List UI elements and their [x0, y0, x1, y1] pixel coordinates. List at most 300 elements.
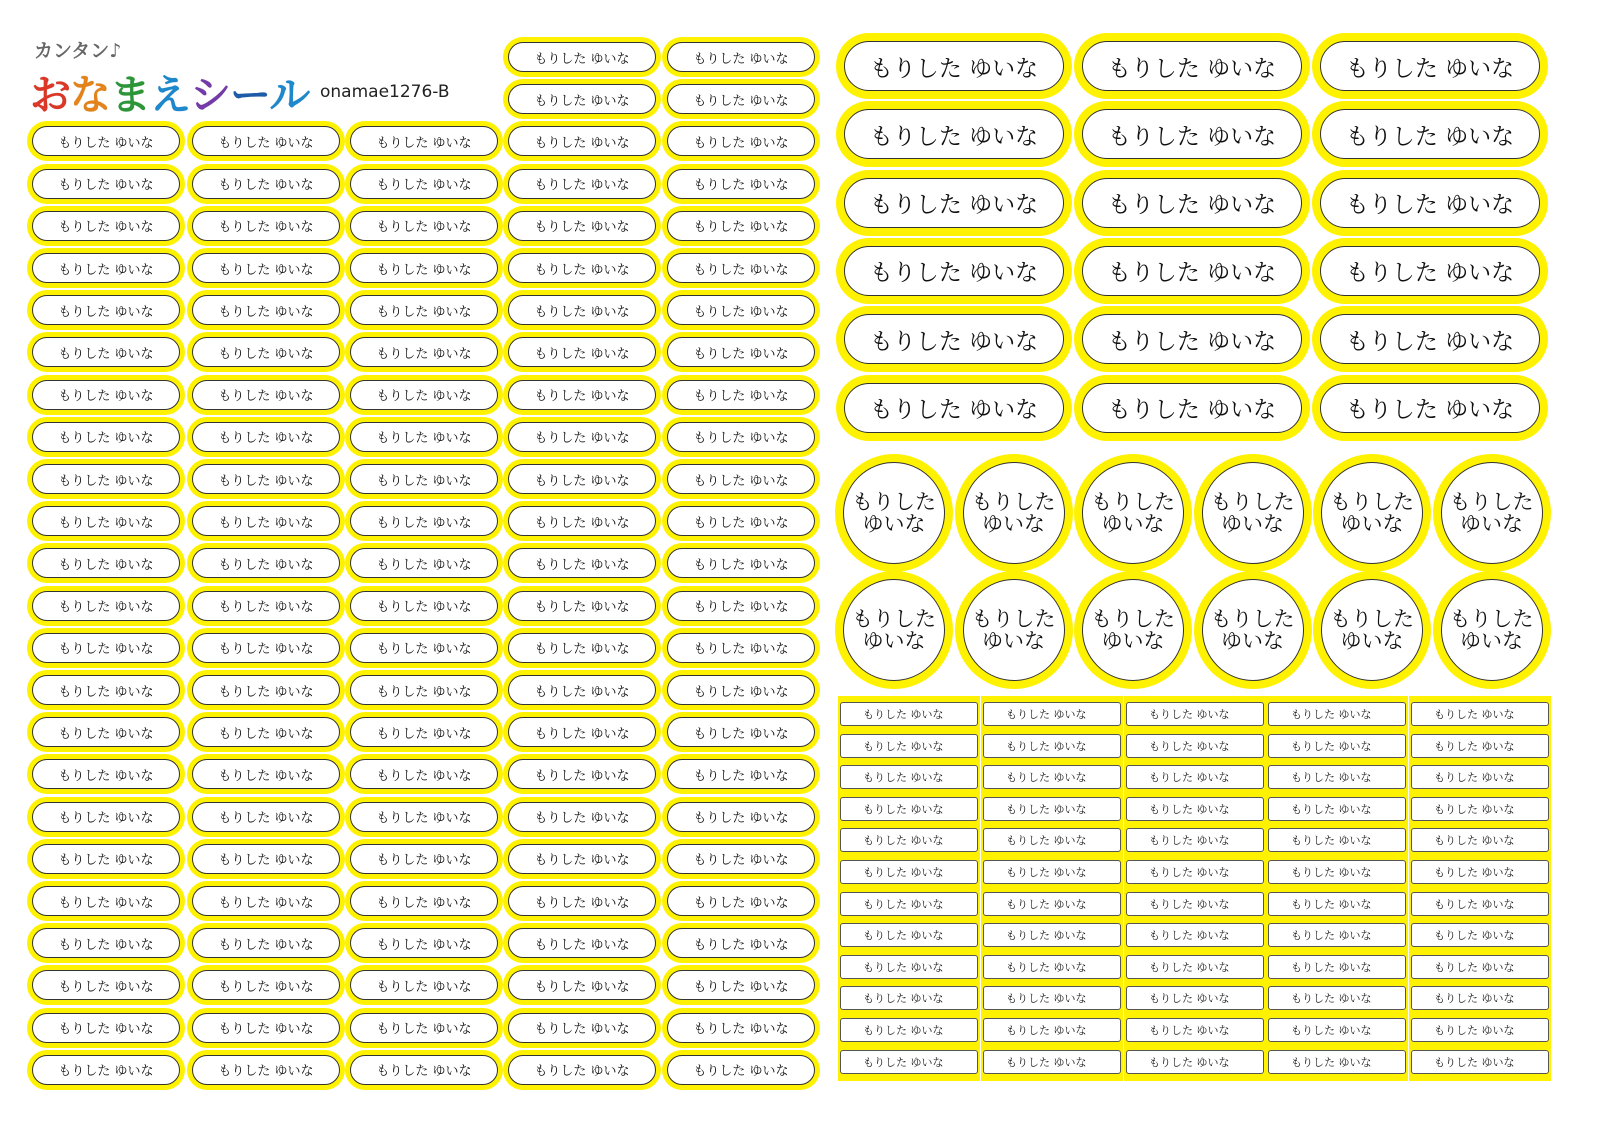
- label-frame: [667, 422, 815, 452]
- name-label-small: [187, 459, 345, 499]
- label-frame: [667, 295, 815, 325]
- label-frame: [508, 928, 656, 958]
- label-name-line1: もりした: [1449, 490, 1534, 514]
- name-label-tape: [1126, 797, 1264, 821]
- label-name: もりした ゆいな: [1107, 123, 1277, 150]
- name-label-large: [836, 238, 1072, 304]
- name-label-small: [662, 375, 820, 415]
- name-label-small: [27, 164, 185, 204]
- label-frame: [508, 380, 656, 410]
- name-label-small: [345, 1008, 503, 1048]
- name-label-small: [27, 501, 185, 541]
- label-frame: [667, 970, 815, 1000]
- label-name: もりした ゆいな: [58, 600, 154, 616]
- label-name: もりした ゆいな: [693, 1022, 789, 1038]
- label-name: もりした ゆいな: [218, 178, 314, 194]
- label-name: もりした ゆいな: [869, 397, 1039, 423]
- name-label-large: [1312, 170, 1548, 236]
- label-name: もりした ゆいな: [1434, 929, 1515, 943]
- name-label-large: [836, 375, 1072, 441]
- label-frame: [192, 1013, 340, 1043]
- label-name: もりした ゆいな: [693, 642, 789, 658]
- label-name: もりした ゆいな: [1149, 960, 1230, 974]
- label-frame: [508, 970, 656, 1000]
- name-label-large: [1074, 375, 1310, 441]
- name-label-small: [27, 670, 185, 710]
- label-name-line1: もりした: [1091, 490, 1175, 514]
- name-label-large: [1074, 238, 1310, 304]
- label-frame: [1320, 178, 1540, 228]
- label-frame: [508, 548, 656, 578]
- label-name: もりした ゆいな: [58, 979, 154, 995]
- label-frame: [667, 1013, 815, 1043]
- name-label-large: [1312, 101, 1548, 167]
- name-label-small: [27, 754, 185, 794]
- label-name-line2: ゆいな: [1340, 629, 1404, 653]
- label-name: もりした ゆいな: [1149, 771, 1230, 785]
- name-label-small: [662, 164, 820, 204]
- label-frame: [963, 579, 1065, 681]
- label-name: もりした ゆいな: [869, 55, 1039, 82]
- name-label-tape: [1268, 765, 1406, 789]
- name-label-small: [662, 1008, 820, 1048]
- label-frame: [32, 337, 180, 367]
- label-name-line1: もりした: [1210, 490, 1295, 514]
- label-name: もりした ゆいな: [534, 346, 630, 362]
- label-frame: [350, 802, 498, 832]
- label-name-line1: もりした: [852, 490, 936, 514]
- label-name: もりした ゆいな: [1434, 1055, 1515, 1069]
- name-label-small: [27, 543, 185, 583]
- name-label-small: [187, 839, 345, 879]
- label-name: もりした ゆいな: [376, 768, 472, 784]
- label-frame: [844, 314, 1064, 364]
- label-frame: [508, 506, 656, 536]
- label-name-line1: もりした: [1330, 607, 1414, 631]
- name-label-small: [187, 586, 345, 626]
- label-name-line2: ゆいな: [862, 512, 926, 536]
- label-name: もりした ゆいな: [863, 802, 944, 816]
- name-label-tape: [1411, 955, 1549, 979]
- label-name: もりした ゆいな: [693, 853, 789, 869]
- label-frame: [508, 1055, 656, 1085]
- name-label-small: [345, 332, 503, 372]
- label-frame: [1082, 178, 1302, 228]
- product-code: onamae1276-B: [320, 82, 450, 102]
- name-label-small: [27, 586, 185, 626]
- label-name: もりした ゆいな: [1149, 897, 1230, 911]
- label-name: もりした ゆいな: [693, 1064, 789, 1080]
- name-label-small: [27, 628, 185, 668]
- label-name: もりした ゆいな: [869, 260, 1039, 287]
- label-frame: [192, 253, 340, 283]
- name-label-large: [1074, 101, 1310, 167]
- name-label-small: [187, 206, 345, 246]
- label-name: もりした ゆいな: [1345, 55, 1515, 82]
- label-name-line2: ゆいな: [1460, 629, 1523, 653]
- name-label-small: [503, 206, 661, 246]
- label-name: もりした ゆいな: [693, 768, 789, 784]
- name-label-large: [1074, 170, 1310, 236]
- name-label-small: [503, 712, 661, 752]
- name-label-small: [187, 881, 345, 921]
- name-label-small: [503, 37, 661, 77]
- name-label-tape: [983, 923, 1121, 947]
- label-name: もりした ゆいな: [376, 262, 472, 278]
- label-frame: [192, 1055, 340, 1085]
- label-frame: [508, 802, 656, 832]
- name-label-tape: [983, 955, 1121, 979]
- label-frame: [32, 126, 180, 156]
- name-label-small: [27, 248, 185, 288]
- label-frame: [1082, 109, 1302, 159]
- name-label-small: [187, 121, 345, 161]
- label-frame: [1441, 579, 1543, 681]
- name-label-tape: [1268, 1018, 1406, 1042]
- name-label-small: [503, 248, 661, 288]
- label-name: もりした ゆいな: [218, 1022, 314, 1038]
- name-label-small: [345, 121, 503, 161]
- name-label-circle: [835, 454, 953, 572]
- label-frame: [350, 970, 498, 1000]
- label-name: もりした ゆいな: [693, 220, 789, 236]
- label-name: もりした ゆいな: [1149, 929, 1230, 943]
- label-name: もりした ゆいな: [1107, 397, 1277, 423]
- label-frame: [667, 717, 815, 747]
- name-label-small: [345, 839, 503, 879]
- name-label-tape: [1268, 828, 1406, 852]
- label-name: もりした ゆいな: [376, 389, 472, 405]
- label-name: もりした ゆいな: [1006, 708, 1087, 721]
- label-frame: [192, 126, 340, 156]
- label-frame: [508, 886, 656, 916]
- logo-title-char: え: [150, 71, 190, 119]
- name-label-small: [345, 501, 503, 541]
- label-frame: [667, 802, 815, 832]
- label-frame: [508, 84, 656, 114]
- label-frame: [667, 844, 815, 874]
- label-name: もりした ゆいな: [534, 1022, 630, 1038]
- label-name: もりした ゆいな: [1006, 771, 1087, 785]
- label-name: もりした ゆいな: [534, 1064, 630, 1080]
- label-name: もりした ゆいな: [1149, 992, 1230, 1006]
- name-label-small: [27, 375, 185, 415]
- label-frame: [192, 548, 340, 578]
- label-name: もりした ゆいな: [376, 304, 472, 320]
- name-label-small: [187, 375, 345, 415]
- label-frame: [32, 253, 180, 283]
- label-name: もりした ゆいな: [534, 811, 630, 827]
- label-frame: [844, 41, 1064, 91]
- label-frame: [667, 548, 815, 578]
- label-name: もりした ゆいな: [863, 708, 944, 721]
- label-frame: [350, 126, 498, 156]
- name-label-small: [27, 121, 185, 161]
- label-name: もりした ゆいな: [693, 600, 789, 616]
- name-label-small: [503, 1008, 661, 1048]
- label-frame: [1441, 462, 1543, 564]
- label-frame: [508, 1013, 656, 1043]
- name-label-small: [662, 459, 820, 499]
- label-name: もりした ゆいな: [376, 473, 472, 489]
- name-label-small: [503, 543, 661, 583]
- name-label-tape: [840, 828, 978, 852]
- label-frame: [350, 295, 498, 325]
- label-frame: [667, 1055, 815, 1085]
- name-label-small: [187, 164, 345, 204]
- label-frame: [1320, 383, 1540, 433]
- label-frame: [32, 717, 180, 747]
- label-name: もりした ゆいな: [1291, 834, 1372, 848]
- label-frame: [667, 337, 815, 367]
- label-frame: [508, 253, 656, 283]
- label-name: もりした ゆいな: [58, 262, 154, 278]
- label-frame: [350, 1055, 498, 1085]
- label-name: もりした ゆいな: [1345, 328, 1515, 355]
- label-frame: [32, 380, 180, 410]
- label-name-line2: ゆいな: [1340, 512, 1404, 536]
- label-name: もりした ゆいな: [58, 937, 154, 953]
- label-name: もりした ゆいな: [376, 431, 472, 447]
- label-name: もりした ゆいな: [58, 220, 154, 236]
- name-label-small: [27, 459, 185, 499]
- label-name: もりした ゆいな: [376, 600, 472, 616]
- name-label-tape: [1126, 986, 1264, 1010]
- label-frame: [192, 464, 340, 494]
- label-frame: [32, 548, 180, 578]
- label-name: もりした ゆいな: [218, 937, 314, 953]
- label-name: もりした ゆいな: [693, 473, 789, 489]
- name-label-large: [836, 170, 1072, 236]
- name-label-small: [662, 881, 820, 921]
- label-name: もりした ゆいな: [534, 220, 630, 236]
- name-label-small: [345, 965, 503, 1005]
- name-label-small: [187, 543, 345, 583]
- label-name: もりした ゆいな: [1434, 739, 1515, 753]
- name-label-circle: [1433, 571, 1551, 689]
- label-name: もりした ゆいな: [1434, 1024, 1515, 1037]
- label-name: もりした ゆいな: [1006, 929, 1087, 943]
- label-name: もりした ゆいな: [693, 515, 789, 531]
- label-name-line2: ゆいな: [1221, 512, 1284, 536]
- label-frame: [508, 295, 656, 325]
- name-label-tape: [1126, 828, 1264, 852]
- label-name: もりした ゆいな: [218, 811, 314, 827]
- label-name: もりした ゆいな: [58, 895, 154, 911]
- label-frame: [32, 844, 180, 874]
- label-frame: [350, 759, 498, 789]
- name-label-large: [1312, 238, 1548, 304]
- name-label-small: [187, 628, 345, 668]
- name-label-tape: [1268, 702, 1406, 726]
- name-label-tape: [1268, 892, 1406, 916]
- name-label-large: [836, 101, 1072, 167]
- label-name: もりした ゆいな: [534, 768, 630, 784]
- label-name: もりした ゆいな: [218, 473, 314, 489]
- label-frame: [192, 422, 340, 452]
- name-label-tape: [983, 734, 1121, 758]
- name-label-small: [187, 1008, 345, 1048]
- name-label-tape: [1126, 702, 1264, 726]
- label-name-line2: ゆいな: [982, 629, 1045, 653]
- label-name: もりした ゆいな: [58, 642, 154, 658]
- label-frame: [508, 844, 656, 874]
- name-label-tape: [1411, 892, 1549, 916]
- label-name-line1: もりした: [852, 607, 936, 631]
- name-label-circle: [955, 454, 1073, 572]
- name-label-small: [345, 459, 503, 499]
- name-label-small: [503, 459, 661, 499]
- name-label-tape: [1411, 702, 1549, 726]
- label-name: もりした ゆいな: [218, 1064, 314, 1080]
- label-name: もりした ゆいな: [1291, 960, 1372, 974]
- name-label-small: [187, 965, 345, 1005]
- label-name: もりした ゆいな: [693, 346, 789, 362]
- label-frame: [1320, 314, 1540, 364]
- label-frame: [350, 506, 498, 536]
- label-frame: [32, 295, 180, 325]
- name-label-small: [345, 417, 503, 457]
- label-name: もりした ゆいな: [218, 262, 314, 278]
- name-label-small: [503, 839, 661, 879]
- name-label-small: [345, 881, 503, 921]
- label-name: もりした ゆいな: [534, 473, 630, 489]
- name-label-small: [345, 543, 503, 583]
- name-label-small: [27, 839, 185, 879]
- name-label-small: [27, 712, 185, 752]
- logo-title-char: ま: [110, 71, 150, 119]
- label-name: もりした ゆいな: [863, 866, 944, 879]
- label-name: もりした ゆいな: [693, 726, 789, 742]
- label-name: もりした ゆいな: [58, 811, 154, 827]
- name-label-small: [187, 923, 345, 963]
- label-name: もりした ゆいな: [1345, 192, 1515, 219]
- label-frame: [32, 802, 180, 832]
- label-name: もりした ゆいな: [869, 328, 1039, 355]
- label-frame: [350, 633, 498, 663]
- name-label-tape: [1268, 986, 1406, 1010]
- label-frame: [32, 464, 180, 494]
- label-frame: [667, 126, 815, 156]
- label-name: もりした ゆいな: [58, 304, 154, 320]
- label-frame: [844, 246, 1064, 296]
- name-label-small: [27, 1050, 185, 1090]
- label-name: もりした ゆいな: [1006, 1055, 1087, 1069]
- label-name: もりした ゆいな: [693, 811, 789, 827]
- label-name: もりした ゆいな: [218, 895, 314, 911]
- label-frame: [32, 591, 180, 621]
- name-label-small: [662, 206, 820, 246]
- name-label-small: [187, 754, 345, 794]
- label-name: もりした ゆいな: [863, 771, 944, 785]
- name-label-tape: [1126, 1050, 1264, 1074]
- label-name: もりした ゆいな: [1006, 960, 1087, 974]
- label-name: もりした ゆいな: [376, 220, 472, 236]
- label-frame: [508, 675, 656, 705]
- name-label-circle: [1313, 571, 1431, 689]
- label-name: もりした ゆいな: [1107, 328, 1277, 355]
- label-name: もりした ゆいな: [534, 135, 630, 151]
- label-frame: [508, 717, 656, 747]
- label-frame: [192, 844, 340, 874]
- label-name: もりした ゆいな: [58, 768, 154, 784]
- name-label-small: [662, 712, 820, 752]
- label-name: もりした ゆいな: [534, 431, 630, 447]
- label-name: もりした ゆいな: [58, 1064, 154, 1080]
- label-name: もりした ゆいな: [1291, 739, 1372, 753]
- label-frame: [192, 506, 340, 536]
- label-name: もりした ゆいな: [218, 642, 314, 658]
- label-name: もりした ゆいな: [693, 895, 789, 911]
- label-name: もりした ゆいな: [1434, 834, 1515, 848]
- name-label-tape: [1268, 797, 1406, 821]
- label-frame: [350, 675, 498, 705]
- name-label-small: [503, 501, 661, 541]
- name-label-tape: [1411, 828, 1549, 852]
- label-name: もりした ゆいな: [1291, 708, 1372, 721]
- label-frame: [350, 380, 498, 410]
- name-label-tape: [1411, 797, 1549, 821]
- label-name: もりした ゆいな: [1291, 992, 1372, 1006]
- label-name: もりした ゆいな: [218, 853, 314, 869]
- name-label-small: [503, 586, 661, 626]
- name-label-small: [662, 290, 820, 330]
- label-frame: [192, 759, 340, 789]
- label-name: もりした ゆいな: [58, 389, 154, 405]
- name-label-tape: [983, 797, 1121, 821]
- name-label-tape: [840, 734, 978, 758]
- name-label-tape: [1126, 1018, 1264, 1042]
- name-label-small: [27, 290, 185, 330]
- name-label-tape: [1126, 892, 1264, 916]
- name-label-small: [27, 965, 185, 1005]
- label-name: もりした ゆいな: [1149, 708, 1230, 721]
- label-name-line2: ゆいな: [1221, 629, 1284, 653]
- label-frame: [508, 337, 656, 367]
- label-frame: [1082, 579, 1184, 681]
- label-frame: [667, 84, 815, 114]
- name-label-tape: [983, 828, 1121, 852]
- label-name: もりした ゆいな: [1149, 866, 1230, 879]
- label-name: もりした ゆいな: [1291, 1055, 1372, 1069]
- label-name: もりした ゆいな: [1291, 897, 1372, 911]
- name-label-tape: [840, 892, 978, 916]
- name-label-tape: [1268, 923, 1406, 947]
- logo-title-char: シ: [190, 71, 230, 119]
- name-label-tape: [983, 986, 1121, 1010]
- name-label-small: [662, 670, 820, 710]
- name-label-small: [345, 164, 503, 204]
- name-label-tape: [1268, 734, 1406, 758]
- name-label-circle: [1313, 454, 1431, 572]
- label-name: もりした ゆいな: [1434, 992, 1515, 1006]
- label-frame: [32, 506, 180, 536]
- label-name: もりした ゆいな: [869, 123, 1039, 150]
- label-frame: [1321, 462, 1423, 564]
- label-name-line2: ゆいな: [982, 512, 1045, 536]
- label-frame: [350, 928, 498, 958]
- label-name: もりした ゆいな: [863, 929, 944, 943]
- label-name: もりした ゆいな: [58, 726, 154, 742]
- label-name: もりした ゆいな: [534, 557, 630, 573]
- label-name: もりした ゆいな: [376, 642, 472, 658]
- name-label-small: [345, 628, 503, 668]
- label-frame: [667, 886, 815, 916]
- label-frame: [844, 178, 1064, 228]
- name-label-small: [27, 332, 185, 372]
- label-name: もりした ゆいな: [693, 304, 789, 320]
- name-label-circle: [1433, 454, 1551, 572]
